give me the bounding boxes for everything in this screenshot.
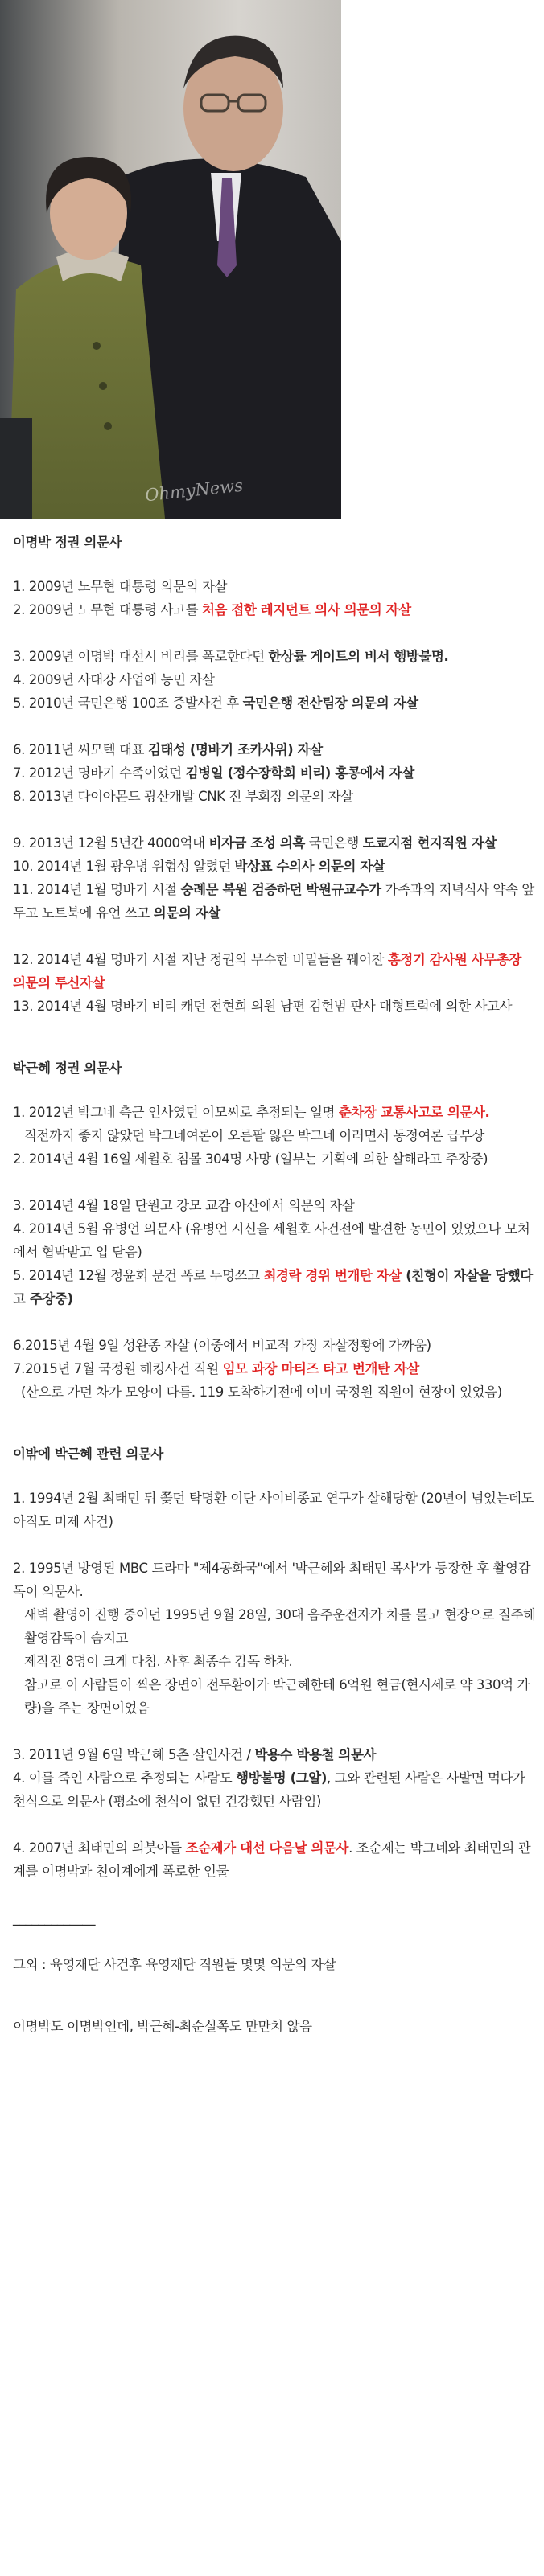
list-item: 4. 2007년 최태민의 의붓아들 조순제가 대선 다음날 의문사. 조순제는 박그네와 최태민의 관계를 이명박과 친이계에게 폭로한 인물 [13,1840,531,1879]
photo-illustration [0,0,341,519]
list-item-note: 새벽 촬영이 진행 중이던 1995년 9월 28일, 30대 음주운전자가 차를 몰고 현장으로 질주해 촬영감독이 숨지고 [24,1607,536,1646]
list-item-note: 직전까지 좋지 않았던 박그네여론이 오른팔 잃은 박그네 이러면서 동정여론 급부상 [24,1128,484,1143]
list-item: 12. 2014년 4월 명바기 시절 지난 정권의 무수한 비밀들을 꿰어찬 홍정기 감사원 사무총장 의문의 투신자살 [13,952,521,991]
list-item: 6.2015년 4월 9일 성완종 자살 (이중에서 비교적 가장 자살정황에 가까움) [13,1338,431,1353]
list-item: 1. 2012년 박그네 측근 인사였던 이모씨로 추정되는 일명 춘차장 교통사고로 의문사. [13,1105,490,1120]
news-photo [0,0,341,519]
list-item: 1. 1994년 2월 최태민 뒤 쫓던 탁명환 이단 사이비종교 연구가 살해당함 (20년이 넘었는데도 아직도 미제 사건) [13,1491,534,1529]
list-item: 1. 2009년 노무현 대통령 의문의 자살 [13,579,228,594]
footer-note: 그외 : 육영재단 사건후 육영재단 직원들 몇몇 의문의 자살 [13,1957,336,1972]
list-item: 5. 2014년 12월 정윤회 문건 폭로 누명쓰고 최경락 경위 번개탄 자살 (친형이 자살을 당했다고 주장중) [13,1268,533,1306]
list-item: 3. 2014년 4월 18일 단원고 강모 교감 아산에서 의문의 자살 [13,1198,355,1213]
list-item: 8. 2013년 다이아몬드 광산개발 CNK 전 부회장 의문의 자살 [13,789,353,804]
section-title-park: 박근혜 정권 의문사 [13,1060,122,1076]
list-item: 6. 2011년 씨모텍 대표 김태성 (명바기 조카사위) 자살 [13,742,323,757]
list-item: 4. 이를 죽인 사람으로 추정되는 사람도 행방불명 (그알), 그와 관련된 사람은 사발면 먹다가 천식으로 의문사 (평소에 천식이 없던 건강했던 사람임) [13,1770,525,1809]
list-item-note: 제작진 8명이 크게 다침. 사후 최종수 감독 하차. [24,1654,293,1669]
closing-remark: 이명박도 이명박인데, 박근혜-최순실쪽도 만만치 않음 [13,2019,312,2034]
list-item: 4. 2014년 5월 유병언 의문사 (유병언 시신을 세월호 사건전에 발견한 농민이 있었으나 모처에서 협박받고 입 닫음) [13,1221,530,1260]
article-body [13,531,536,2038]
list-item: 11. 2014년 1월 명바기 시절 숭례문 복원 검증하던 박원규교수가 가족과의 저녁식사 약속 앞두고 노트북에 유언 쓰고 의문의 자살 [13,882,534,921]
list-item: 7.2015년 7월 국정원 해킹사건 직원 임모 과장 마티즈 타고 번개탄 자살 [13,1361,419,1376]
list-item: 5. 2010년 국민은행 100조 증발사건 후 국민은행 전산팀장 의문의 자살 [13,695,418,711]
list-item: 3. 2011년 9월 6일 박근혜 5촌 살인사건 / 박용수 박용철 의문사 [13,1747,377,1762]
list-item: 9. 2013년 12월 5년간 4000억대 비자금 조성 의혹 국민은행 도쿄지점 현지직원 자살 [13,835,497,851]
list-item: 3. 2009년 이명박 대선시 비리를 폭로한다던 한상률 게이트의 비서 행방불명. [13,649,449,664]
watermark-text: OhmyNews [144,475,244,506]
list-item-note: (산으로 가던 차가 모양이 다름. 119 도착하기전에 이미 국정원 직원이 현장이 있었음) [21,1384,502,1400]
section-title-lee: 이명박 정권 의문사 [13,535,122,550]
section-title-other: 이밖에 박근혜 관련 의문사 [13,1446,163,1462]
list-item: 13. 2014년 4월 명바기 비리 캐던 전현희 의원 남편 김헌범 판사 대형트럭에 의한 사고사 [13,999,513,1014]
list-item: 4. 2009년 사대강 사업에 농민 자살 [13,672,215,687]
list-item: 2. 1995년 방영된 MBC 드라마 "제4공화국"에서 '박근혜와 최태민 목사'가 등장한 후 촬영감독이 의문사. [13,1561,531,1599]
list-item: 2. 2009년 노무현 대통령 사고를 처음 접한 레지던트 의사 의문의 자살 [13,602,411,617]
divider-line: _____________ [13,1910,96,1926]
list-item: 10. 2014년 1월 광우병 위험성 알렸던 박상표 수의사 의문의 자살 [13,859,385,874]
list-item-note: 참고로 이 사람들이 찍은 장면이 전두환이가 박근혜한테 6억원 현금(현시세로 약 330억 가량)을 주는 장면이었음 [24,1677,530,1716]
list-item: 2. 2014년 4월 16일 세월호 침몰 304명 사망 (일부는 기획에 의한 살해라고 주장중) [13,1151,488,1167]
list-item: 7. 2012년 명바기 수족이었던 김병일 (정수장학회 비리) 홍콩에서 자살 [13,765,414,781]
